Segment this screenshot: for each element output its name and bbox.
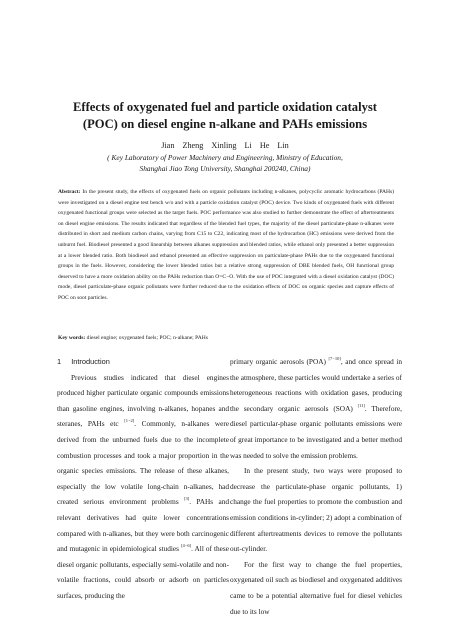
author-name: He Lin (259, 141, 289, 150)
section-heading (57, 354, 229, 370)
keywords-text: diesel engine; oxygenated fuels; POC; n-alkane; PAHs (86, 335, 208, 341)
left-column (57, 354, 229, 604)
section-title: Introduction (71, 357, 110, 366)
author-name: Xinling Li (211, 141, 252, 150)
citation: [11] (357, 402, 365, 408)
keywords-label: Key words: (58, 335, 86, 341)
citation: [1−2] (124, 418, 135, 424)
citation: [3] (184, 496, 190, 502)
right-column (230, 354, 402, 619)
author-list (40, 141, 410, 150)
body-text: . All of these diesel organic pollutants, especially semi-volatile and non-volatile fractions, could absorb or adsorb on particles surfaces, producing the (57, 544, 229, 600)
section-number: 1 (57, 357, 62, 366)
body-paragraph (230, 354, 402, 463)
body-text: Previous studies indicated that diesel engines produced higher particulate organic compounds emissions than gasoline engines, involving n-alkanes, hopanes and steranes, PAHs etc (57, 372, 229, 429)
body-paragraph (57, 370, 229, 604)
affiliation (40, 153, 410, 174)
body-text: . Commonly, n-alkanes were derived from the unburned fuels due to the incomplete combustion processes and took a major proportion in the organic species emissions. The release of these alkanes, especially the low volatile long-chain n-alkanes, had created serious environment problems (57, 419, 230, 507)
keywords (58, 334, 394, 343)
title-line-2: (POC) on diesel engine n-alkane and PAHs emissions (82, 117, 368, 131)
abstract (58, 187, 394, 304)
citation: [4−6] (181, 543, 192, 549)
abstract-text: In the present study, the effects of oxygenated fuels on organic pollutants including n-alkanes, polycyclic aromatic hydrocarbons (PAHs) were investigated on a diesel engine test bench w/o and with a particle oxidation catalyst (POC) device. Two kinds of oxygenated fuels with different oxygenated functional groups were selected as the target fuels. POC performance was also studied to further demonstrate the effect of aftertreatments on diesel engine emissions. The results indicated that regardless of the blended fuel types, the majority of the diesel particulate-phase n-alkanes were distributed in short and medium carbon chains, varying from C15 to C22, indicating most of the hydrocarbon (HC) emissions were derived from the unburnt fuel. Biodiesel presented a good linearship between alkanes suppression and blended ratios, while ethanol only presented a better suppression at a lower blended ratio. Both biodiesel and ethanol presented an effective suppression on particulate-phase PAHs due to the oxygenated functional groups in the fuels. However, considering the lower blended ratios but a relative strong suppression of DBE blended fuels, OH functional group deserved to have a more oxidation ability on the PAHs reduction than O=C−O. With the use of POC integrated with a diesel oxidation catalyst (DOC) mode, diesel particulate-phase organic pollutants were further reduced due to the oxidation effects of DOC on organic species and capture effects of POC on soot particles. (58, 189, 394, 301)
affiliation-line-2: Shanghai Jiao Tong University, Shanghai 200240, China) (139, 163, 311, 173)
body-text: . Therefore, diesel particular-phase organic pollutants emissions were of great importance to be investigated and a better method was needed to solve the emission problems. (230, 403, 402, 460)
body-paragraph: In the present study, two ways were proposed to decrease the particulate-phase organic pollutants, 1) change the fuel properties to promote the combustion and emission conditions in-cylinder; 2) adopt a combination of different aftertreatments devices to remove the pollutants out-cylinder. (230, 466, 402, 554)
affiliation-line-1: ( Key Laboratory of Power Machinery and Engineering, Ministry of Education, (107, 153, 343, 162)
author-name: Jian Zheng (161, 141, 204, 150)
title-line-1: Effects of oxygenated fuel and particle oxidation catalyst (73, 100, 377, 114)
body-text: . PAHs and relevant derivatives had quite lower concentrations compared with n-alkanes, but they were both carcinogenic and mutagenic in epidemiological studies (57, 497, 229, 554)
citation: [7−10] (328, 356, 341, 361)
paper-title (40, 99, 410, 133)
abstract-label: Abstract: (58, 189, 81, 195)
body-paragraph: For the first way to change the fuel properties, oxygenated oil such as biodiesel and oxygenated additives came to be a potential alternative fuel for diesel vehicles due to its low (230, 559, 402, 616)
body-text: primary organic aerosols (POA) (230, 357, 326, 366)
body-text: , and once spread in the atmosphere, these particles would undertake a series of heterogeneous reactions with oxidation gases, producing the secondary organic aerosols (SOA) (230, 357, 402, 413)
